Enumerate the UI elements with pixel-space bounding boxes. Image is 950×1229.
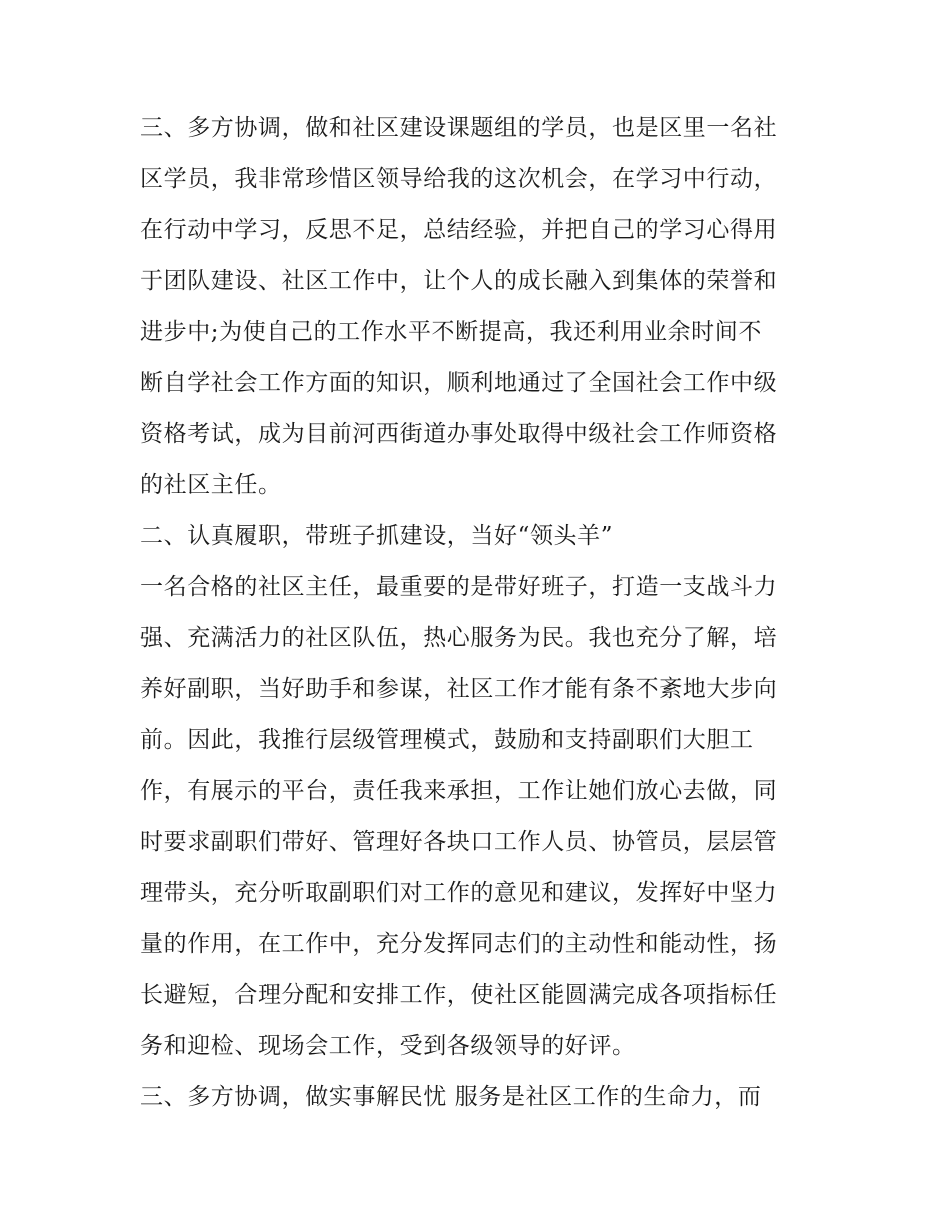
text-line: 强、充满活力的社区队伍，热心服务为民。我也充分了解，培 xyxy=(140,625,778,651)
text-line: 资格考试，成为目前河西街道办事处取得中级社会工作师资格 xyxy=(140,421,778,447)
text-line: 一名合格的社区主任，最重要的是带好班子，打造一支战斗力 xyxy=(140,574,778,600)
text-line: 作，有展示的平台，责任我来承担，工作让她们放心去做，同 xyxy=(140,778,778,804)
section-heading: 二、认真履职，带班子抓建设，当好“领头羊” xyxy=(140,523,614,549)
text-line: 前。因此，我推行层级管理模式，鼓励和支持副职们大胆工 xyxy=(140,727,754,753)
text-line: 区学员，我非常珍惜区领导给我的这次机会，在学习中行动， xyxy=(140,166,778,192)
text-line: 的社区主任。 xyxy=(140,472,282,498)
text-line: 务和迎检、现场会工作，受到各级领导的好评。 xyxy=(140,1033,636,1059)
text-line: 断自学社会工作方面的知识，顺利地通过了全国社会工作中级 xyxy=(140,370,778,396)
text-line: 于团队建设、社区工作中，让个人的成长融入到集体的荣誉和 xyxy=(140,268,778,294)
text-line: 进步中;为使自己的工作水平不断提高，我还利用业余时间不 xyxy=(140,319,762,345)
text-line: 量的作用，在工作中，充分发挥同志们的主动性和能动性，扬 xyxy=(140,931,778,957)
text-line: 理带头，充分听取副职们对工作的意见和建议，发挥好中坚力 xyxy=(140,880,778,906)
text-line: 三、多方协调，做和社区建设课题组的学员，也是区里一名社 xyxy=(140,115,778,141)
text-line: 时要求副职们带好、管理好各块口工作人员、协管员，层层管 xyxy=(140,829,778,855)
text-line: 长避短，合理分配和安排工作，使社区能圆满完成各项指标任 xyxy=(140,982,778,1008)
section-heading: 三、多方协调，做实事解民忧 服务是社区工作的生命力，而 xyxy=(140,1084,762,1110)
document-body xyxy=(140,103,820,1123)
text-line: 养好副职，当好助手和参谋，社区工作才能有条不紊地大步向 xyxy=(140,676,778,702)
text-line: 在行动中学习，反思不足，总结经验，并把自己的学习心得用 xyxy=(140,217,778,243)
